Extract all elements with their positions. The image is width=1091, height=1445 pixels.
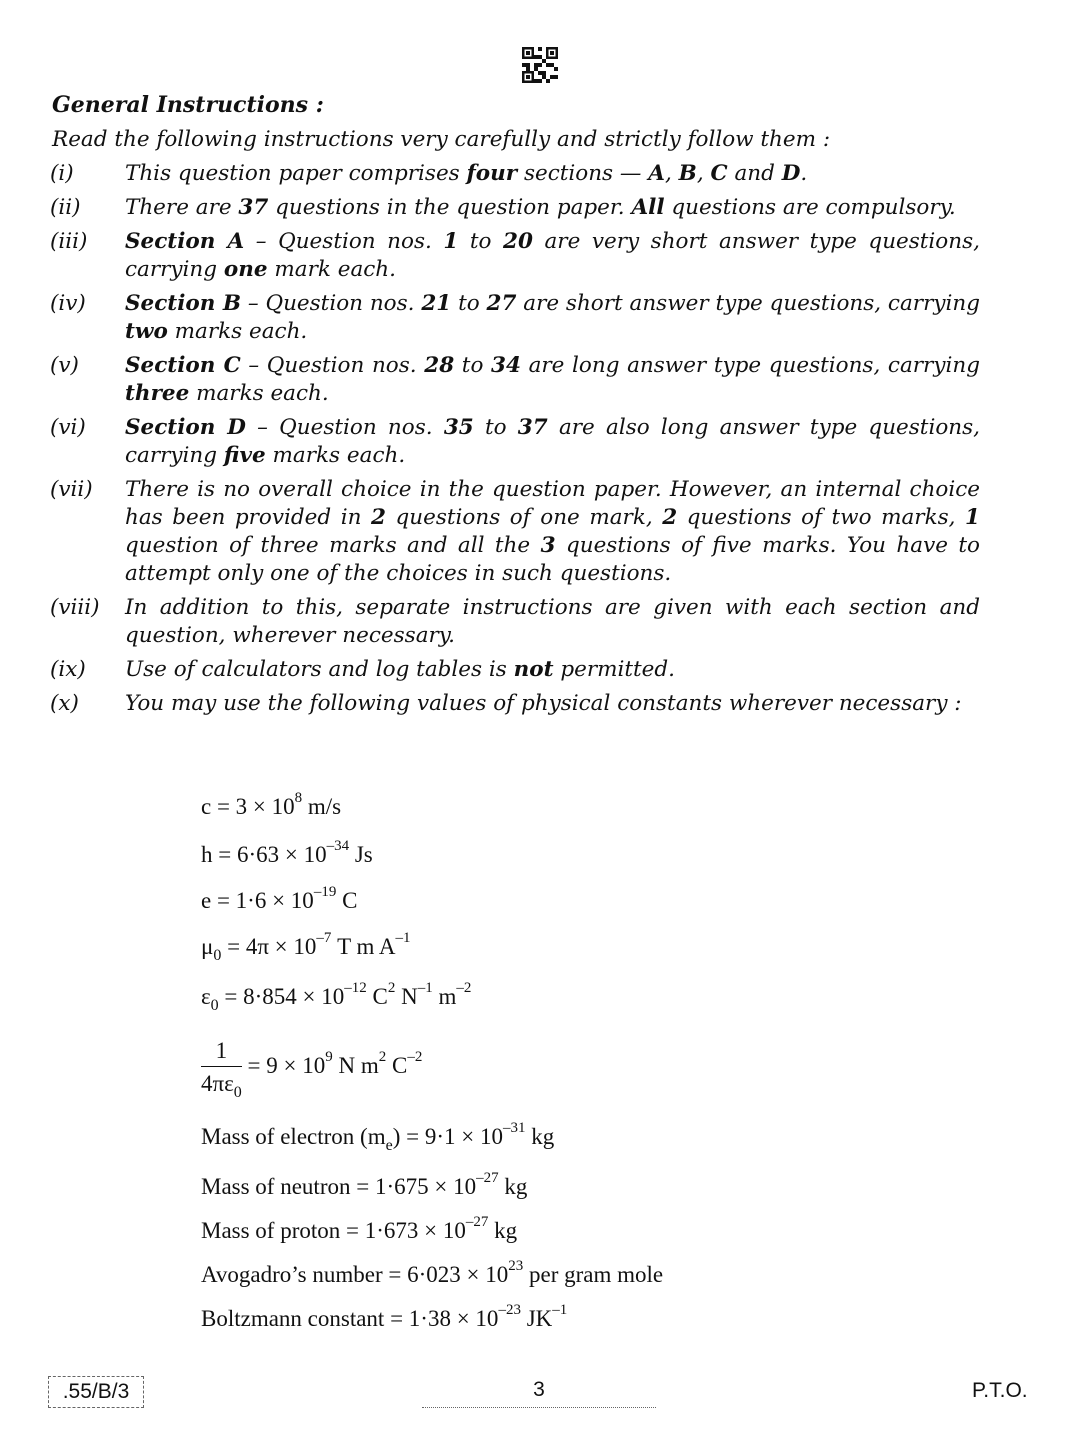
instruction-number: (vi) — [50, 415, 86, 440]
instructions-intro: Read the following instructions very carefully and strictly follow them : — [52, 127, 831, 152]
instruction-text: Section D – Question nos. 35 to 37 are also long answer type questions, carrying five marks each. — [125, 415, 980, 468]
constant-line: Avogadro’s number = $6\cdot 023 \times 10^{23}$ per gram mole — [201, 1258, 664, 1287]
instruction-item — [50, 476, 980, 588]
constant-line: $\mu_0 = 4\pi \times 10^{-7}$ T m $A^{-1}$ — [201, 930, 411, 964]
constant-line: Mass of electron $(m_e) = 9\cdot 1 \times 10^{-31}$ kg — [201, 1120, 555, 1154]
instruction-number: (x) — [50, 691, 79, 716]
instructions-list — [50, 160, 980, 724]
instruction-text: Section B – Question nos. 21 to 27 are short answer type questions, carrying two marks each. — [125, 291, 980, 344]
instruction-item — [50, 656, 980, 684]
constant-line: Mass of proton = $1\cdot 673 \times 10^{-27}$ kg — [201, 1214, 518, 1243]
instruction-number: (vii) — [50, 477, 93, 502]
pto-label: P.T.O. — [972, 1379, 1028, 1402]
instruction-item — [50, 290, 980, 346]
instruction-text: In addition to this, separate instructions are given with each section and question, wherever necessary. — [125, 595, 980, 648]
instruction-text: There is no overall choice in the question paper. However, an internal choice has been provided in 2 questions of one mark, 2 questions of two marks, 1 question of three marks and all the 3 questions of five marks. You have to attempt only one of the choices in such questions. — [125, 477, 980, 586]
page-number: 3 — [422, 1378, 656, 1408]
instruction-number: (ii) — [50, 195, 81, 220]
instruction-number: (viii) — [50, 595, 100, 620]
instruction-text: There are 37 questions in the question paper. All questions are compulsory. — [125, 195, 956, 220]
instruction-item — [50, 228, 980, 284]
instruction-number: (iii) — [50, 229, 88, 254]
qr-code-icon — [522, 47, 558, 83]
constant-line: $e = 1\cdot 6 \times 10^{-19}$ C — [201, 884, 358, 913]
constant-line: Boltzmann constant = $1\cdot 38 \times 10^{-23}$ $JK^{-1}$ — [201, 1302, 568, 1331]
instruction-item — [50, 352, 980, 408]
instruction-item — [50, 160, 980, 188]
instruction-text: Section A – Question nos. 1 to 20 are very short answer type questions, carrying one mark each. — [125, 229, 980, 282]
instruction-number: (v) — [50, 353, 79, 378]
paper-code: .55/B/3 — [48, 1376, 144, 1408]
instruction-number: (i) — [50, 161, 74, 186]
instruction-text: You may use the following values of physical constants wherever necessary : — [125, 691, 962, 716]
instruction-text: Use of calculators and log tables is not permitted. — [125, 657, 675, 682]
instruction-text: Section C – Question nos. 28 to 34 are long answer type questions, carrying three marks each. — [125, 353, 980, 406]
instruction-item — [50, 690, 980, 718]
instruction-item — [50, 594, 980, 650]
instruction-number: (ix) — [50, 657, 86, 682]
constant-line: $c = 3 \times 10^8$ m/s — [201, 790, 342, 819]
instruction-item — [50, 194, 980, 222]
instructions-title: General Instructions : — [52, 92, 324, 118]
instruction-item — [50, 414, 980, 470]
instruction-number: (iv) — [50, 291, 86, 316]
constant-line: Mass of neutron = $1\cdot 675 \times 10^{-27}$ kg — [201, 1170, 528, 1199]
instruction-text: This question paper comprises four sections — A, B, C and D. — [125, 161, 808, 186]
constant-line: $\frac{1}{4\pi\varepsilon_0}$ = $9 \times 10^9$ N $m^2$ $C^{-2}$ — [201, 1038, 423, 1101]
constant-line: $\varepsilon_0 = 8\cdot 854 \times 10^{-12}$ $C^2$ $N^{-1}$ $m^{-2}$ — [201, 980, 472, 1014]
constant-line: $h = 6\cdot 63 \times 10^{-34}$ Js — [201, 838, 373, 867]
